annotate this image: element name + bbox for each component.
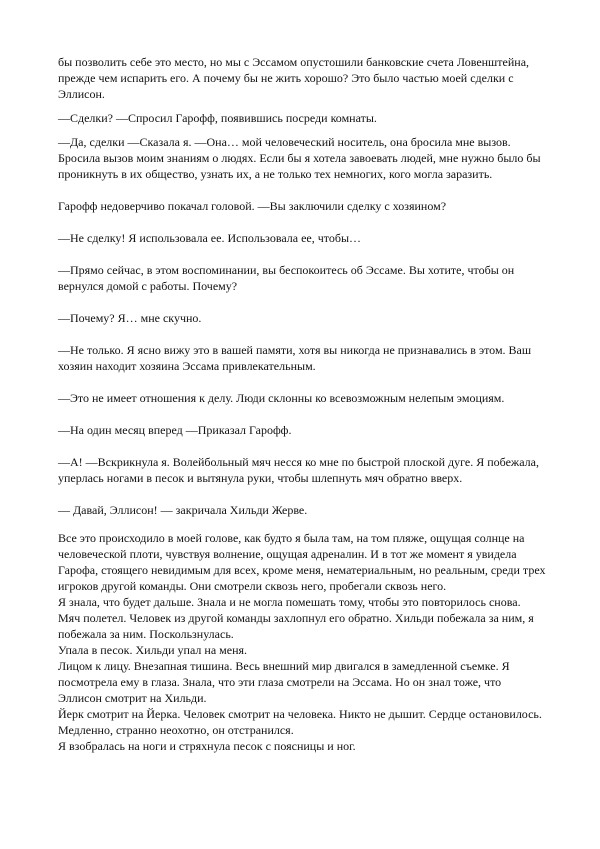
paragraph-7: —Почему? Я… мне скучно. — [58, 311, 202, 325]
paragraph-16: Упала в песок. Хильди упал на меня. — [58, 643, 248, 657]
paragraph-17: Лицом к лицу. Внезапная тишина. Весь внешний мир двигался в замедленной съемке. Я посмотрела ему в глаза. Знала, что эти глаза смотрели на Эссама. Но он знал тоже, что Эллисон смотрит на Хильди. — [58, 659, 510, 705]
paragraph-10: —На один месяц вперед —Приказал Гарофф. — [58, 423, 292, 437]
paragraph-2: —Сделки? —Спросил Гарофф, появившись посреди комнаты. — [58, 111, 377, 125]
document-page — [58, 54, 548, 754]
paragraph-8: —Не только. Я ясно вижу это в вашей памяти, хотя вы никогда не признавались в этом. Ваш хозяин находит хозяина Эссама привлекательным. — [58, 343, 532, 373]
paragraph-13: Все это происходило в моей голове, как будто я была там, на том пляже, ощущая солнце на человеческой плоти, чувствуя волнение, ощущая адреналин. И в тот же момент я увидела Гарофа, стоящего невидимым для всех, кроме меня, нематериальным, но реальным, среди трех игроков другой команды. Они смотрели сквозь него, пробегали сквозь него. — [58, 531, 546, 593]
paragraph-3: —Да, сделки —Сказала я. —Она… мой человеческий носитель, она бросила мне вызов. Бросила вызов моим знаниям о людях. Если бы я хотела завоевать людей, мне нужно было бы проникнуть в их общество, узнать их, а не только тех немногих, кого могла заразить. — [58, 135, 541, 181]
paragraph-19: Медленно, странно неохотно, он отстранился. — [58, 723, 294, 737]
paragraph-1: бы позволить себе это место, но мы с Эссамом опустошили банковские счета Ловенштейна, прежде чем испарить его. А почему бы не жить хорошо? Это было частью моей сделки с Эллисон. — [58, 55, 530, 101]
paragraph-6: —Прямо сейчас, в этом воспоминании, вы беспокоитесь об Эссаме. Вы хотите, чтобы он вернулся домой с работы. Почему? — [58, 263, 515, 293]
paragraph-11: —А! —Вскрикнула я. Волейбольный мяч несся ко мне по быстрой плоской дуге. Я побежала, уперлась ногами в песок и вытянула руки, чтобы шлепнуть мяч обратно вверх. — [58, 455, 539, 485]
paragraph-20: Я взобралась на ноги и стряхнула песок с поясницы и ног. — [58, 739, 356, 753]
paragraph-4: Гарофф недоверчиво покачал головой. —Вы заключили сделку с хозяином? — [58, 199, 447, 213]
paragraph-15: Мяч полетел. Человек из другой команды захлопнул его обратно. Хильди побежала за ним, я побежала за ним. Поскользнулась. — [58, 611, 534, 641]
paragraph-18: Йерк смотрит на Йерка. Человек смотрит на человека. Никто не дышит. Сердце остановилось. — [58, 707, 542, 721]
paragraph-9: —Это не имеет отношения к делу. Люди склонны ко всевозможным нелепым эмоциям. — [58, 391, 505, 405]
paragraph-12: — Давай, Эллисон! — закричала Хильди Жерве. — [58, 503, 308, 517]
paragraph-14: Я знала, что будет дальше. Знала и не могла помешать тому, чтобы это повторилось снова. — [58, 595, 521, 609]
paragraph-5: —Не сделку! Я использовала ее. Использовала ее, чтобы… — [58, 231, 362, 245]
